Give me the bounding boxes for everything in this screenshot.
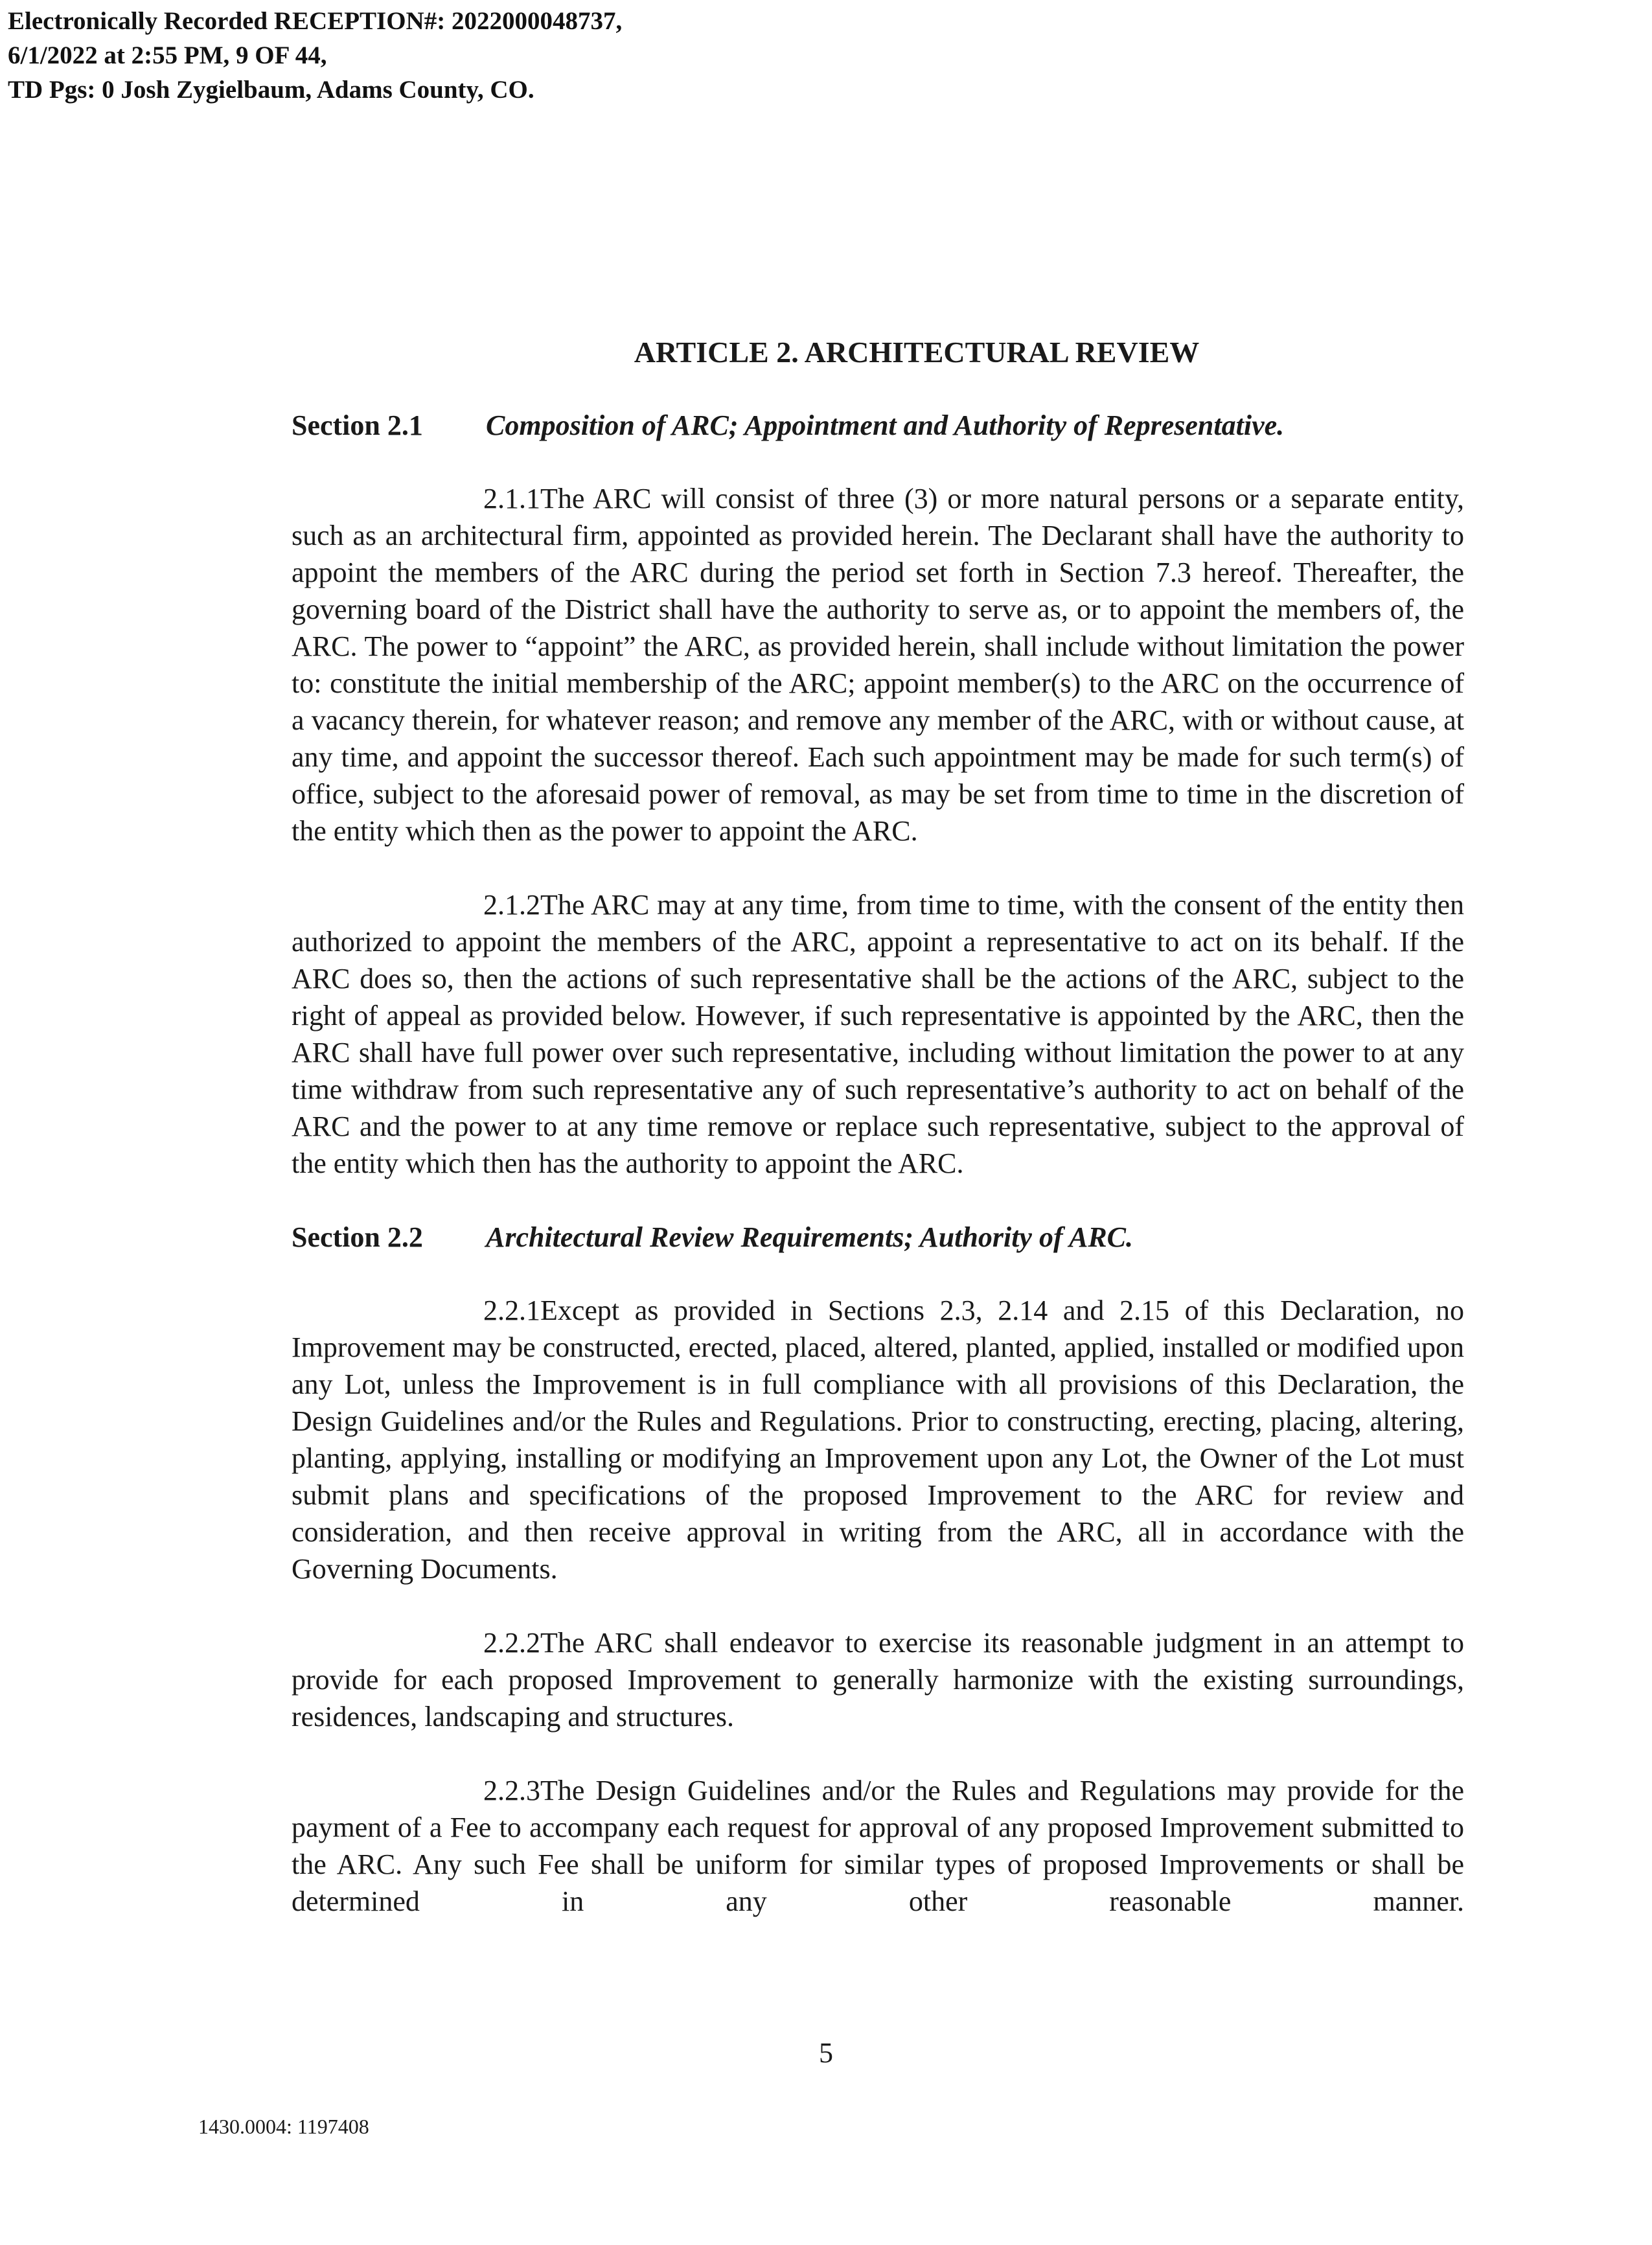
paragraph-number: 2.1.1: [483, 483, 540, 514]
paragraph-number: 2.2.1: [483, 1295, 540, 1326]
section-number: Section 2.1: [292, 409, 423, 441]
section-title: Composition of ARC; Appointment and Authority of Representative.: [486, 409, 1285, 441]
paragraph-number: 2.2.2: [483, 1627, 540, 1659]
paragraph-text: The ARC may at any time, from time to time, with the consent of the entity then authorized to appoint the members of the ARC, appoint a representative to act on its behalf. If the ARC does so, then the actions of such representative shall be the actions of the ARC, subject to the right of appeal as provided below. However, if such representative is appointed by the ARC, then the ARC shall have full power over such representative, including without limitation the power to at any time withdraw from such representative any of such representative’s authority to act on behalf of the ARC and the power to at any time remove or replace such representative, subject to the approval of the entity which then has the authority to appoint the ARC.: [292, 889, 1464, 1179]
recording-stamp-line-1: Electronically Recorded RECEPTION#: 2022000048737,: [8, 7, 623, 35]
page-number: 5: [819, 2037, 833, 2069]
article-title: ARTICLE 2. ARCHITECTURAL REVIEW: [634, 336, 1200, 369]
paragraph-2-1-1: [292, 480, 1464, 849]
recording-stamp: [8, 4, 622, 107]
section-title: Architectural Review Requirements; Authority of ARC.: [486, 1221, 1134, 1253]
paragraph-number: 2.2.3: [483, 1775, 540, 1806]
recording-stamp-line-3: TD Pgs: 0 Josh Zygielbaum, Adams County, CO.: [8, 76, 534, 104]
paragraph-number: 2.1.2: [483, 889, 540, 921]
document-body: [292, 334, 1464, 1920]
paragraph-2-2-1: [292, 1292, 1464, 1587]
section-heading-2-2: [292, 1219, 1464, 1256]
paragraph-2-2-2: [292, 1624, 1464, 1735]
paragraph-text: Except as provided in Sections 2.3, 2.14 and 2.15 of this Declaration, no Improvement may be constructed, erected, placed, altered, planted, applied, installed or modified upon any Lot, unless the Improvement is in full compliance with all provisions of this Declaration, the Design Guidelines and/or the Rules and Regulations. Prior to constructing, erecting, placing, altering, planting, applying, installing or modifying an Improvement upon any Lot, the Owner of the Lot must submit plans and specifications of the proposed Improvement to the ARC for review and consideration, and then receive approval in writing from the ARC, all in accordance with the Governing Documents.: [292, 1295, 1464, 1585]
recording-stamp-line-2: 6/1/2022 at 2:55 PM, 9 OF 44,: [8, 41, 327, 69]
paragraph-2-1-2: [292, 886, 1464, 1182]
document-id: 1430.0004: 1197408: [198, 2115, 369, 2138]
paragraph-text: The ARC will consist of three (3) or more natural persons or a separate entity, such as an architectural firm, appointed as provided herein. The Declarant shall have the authority to appoint the members of the ARC during the period set forth in Section 7.3 hereof. Thereafter, the governing board of the District shall have the authority to serve as, or to appoint the members of, the ARC. The power to “appoint” the ARC, as provided herein, shall include without limitation the power to: constitute the initial membership of the ARC; appoint member(s) to the ARC on the occurrence of a vacancy therein, for whatever reason; and remove any member of the ARC, with or without cause, at any time, and appoint the successor thereof. Each such appointment may be made for such term(s) of office, subject to the aforesaid power of removal, as may be set from time to time in the discretion of the entity which then as the power to appoint the ARC.: [292, 483, 1464, 847]
paragraph-text: The Design Guidelines and/or the Rules and Regulations may provide for the payment of a Fee to accompany each request for approval of any proposed Improvement submitted to the ARC. Any such Fee shall be uniform for similar types of proposed Improvements or shall be determined in any other reasonable manner.: [292, 1775, 1464, 1917]
section-number: Section 2.2: [292, 1221, 423, 1253]
section-heading-2-1: [292, 407, 1464, 444]
paragraph-2-2-3: [292, 1772, 1464, 1920]
paragraph-text: The ARC shall endeavor to exercise its reasonable judgment in an attempt to provide for each proposed Improvement to generally harmonize with the existing surroundings, residences, landscaping and structures.: [292, 1627, 1464, 1733]
